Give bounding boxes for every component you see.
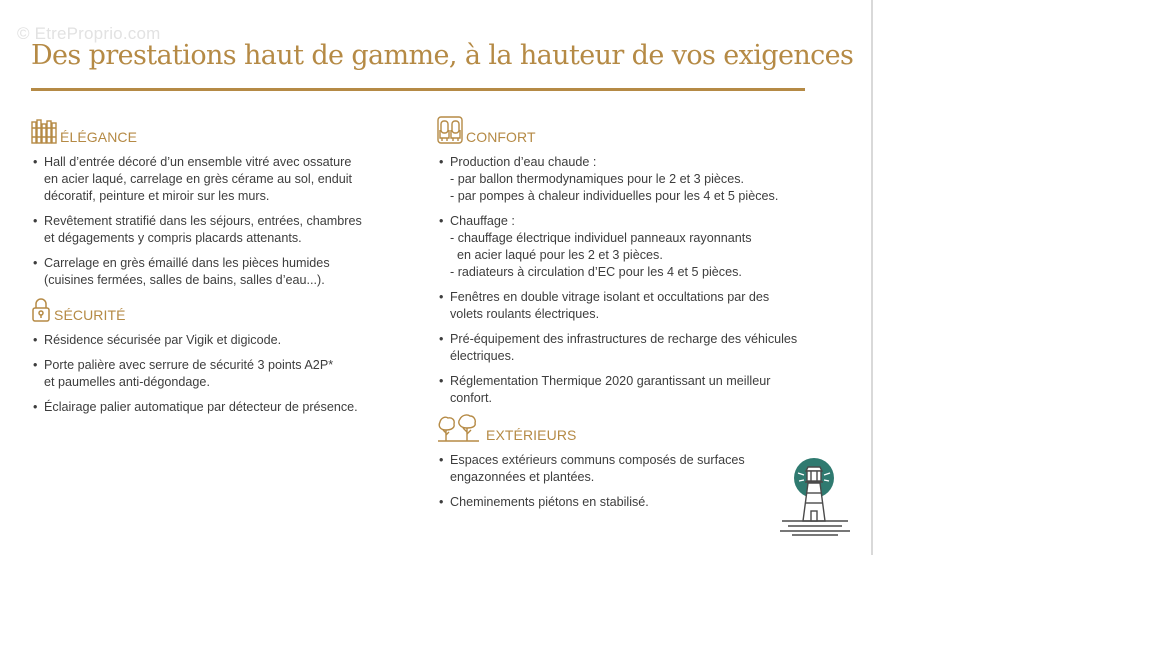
- books-icon: [31, 118, 57, 147]
- section-elegance-label: ÉLÉGANCE: [60, 129, 138, 145]
- title-rule: [31, 88, 805, 91]
- list-item-line: • Hall d’entrée décoré d’un ensemble vitré avec ossature: [44, 155, 352, 169]
- list-item-line: • Production d’eau chaude :: [450, 155, 597, 169]
- armchairs-icon: [437, 116, 463, 147]
- list-item: [31, 255, 411, 289]
- list-item-line: • Cheminements piétons en stabilisé.: [450, 495, 649, 509]
- list-item-line: • Espaces extérieurs communs composés de surfaces: [450, 453, 745, 467]
- list-item-line: (cuisines fermées, salles de bains, salles d’eau...).: [44, 273, 325, 287]
- securite-list: [31, 332, 411, 416]
- list-item: [437, 452, 817, 486]
- list-item-line: en acier laqué, carrelage en grès cérame au sol, enduit: [44, 172, 353, 186]
- list-item-line: décoratif, peinture et miroir sur les murs.: [44, 189, 270, 203]
- list-item-line: en acier laqué pour les 2 et 3 pièces.: [450, 248, 663, 262]
- list-item-line: • Revêtement stratifié dans les séjours, entrées, chambres: [44, 214, 362, 228]
- list-item-line: et dégagements y compris placards attenants.: [44, 231, 302, 245]
- list-item-line: • Chauffage :: [450, 214, 515, 228]
- section-confort-label: CONFORT: [466, 129, 536, 145]
- lighthouse-icon: [778, 455, 852, 539]
- list-item-line: • Fenêtres en double vitrage isolant et occultations par des: [450, 290, 770, 304]
- section-elegance-heading: [31, 117, 411, 147]
- confort-list: [437, 154, 817, 407]
- list-item-line: électriques.: [450, 349, 515, 363]
- list-item: [31, 154, 411, 205]
- list-item: [437, 154, 817, 205]
- list-item-line: • Réglementation Thermique 2020 garantissant un meilleur: [450, 374, 771, 388]
- section-securite-label: SÉCURITÉ: [54, 307, 126, 323]
- section-securite-heading: [31, 295, 411, 325]
- section-exterieurs-heading: [437, 415, 817, 445]
- exterieurs-list: [437, 452, 817, 511]
- page-edge-divider: [871, 0, 873, 555]
- list-item-line: • Porte palière avec serrure de sécurité 3 points A2P*: [44, 358, 334, 372]
- section-exterieurs-label: EXTÉRIEURS: [486, 427, 577, 443]
- list-item: [437, 373, 817, 407]
- list-item: [31, 357, 411, 391]
- list-item-line: • Pré-équipement des infrastructures de recharge des véhicules: [450, 332, 798, 346]
- list-item: [437, 289, 817, 323]
- list-item-line: volets roulants électriques.: [450, 307, 600, 321]
- list-item-line: engazonnées et plantées.: [450, 470, 595, 484]
- list-item-line: confort.: [450, 391, 492, 405]
- padlock-icon: [31, 298, 51, 325]
- list-item-line: - chauffage électrique individuel panneaux rayonnants: [450, 231, 752, 245]
- right-column: [437, 117, 817, 519]
- left-column: [31, 117, 411, 424]
- list-item-line: • Éclairage palier automatique par détecteur de présence.: [44, 400, 358, 414]
- list-item: [437, 213, 817, 281]
- section-confort-heading: [437, 117, 817, 147]
- list-item-line: • Résidence sécurisée par Vigik et digicode.: [44, 333, 282, 347]
- watermark: © EtreProprio.com: [17, 24, 161, 43]
- list-item-line: - par pompes à chaleur individuelles pour les 4 et 5 pièces.: [450, 189, 779, 203]
- list-item-line: et paumelles anti-dégondage.: [44, 375, 210, 389]
- list-item-line: - par ballon thermodynamiques pour le 2 et 3 pièces.: [450, 172, 745, 186]
- list-item-line: - radiateurs à circulation d’EC pour les 4 et 5 pièces.: [450, 265, 742, 279]
- list-item: [437, 331, 817, 365]
- list-item: [31, 399, 411, 416]
- elegance-list: [31, 154, 411, 289]
- list-item: [31, 332, 411, 349]
- list-item-line: • Carrelage en grès émaillé dans les pièces humides: [44, 256, 330, 270]
- trees-icon: [437, 414, 483, 445]
- list-item: [437, 494, 817, 511]
- page-title: Des prestations haut de gamme, à la hauteur de vos exigences: [31, 40, 854, 71]
- list-item: [31, 213, 411, 247]
